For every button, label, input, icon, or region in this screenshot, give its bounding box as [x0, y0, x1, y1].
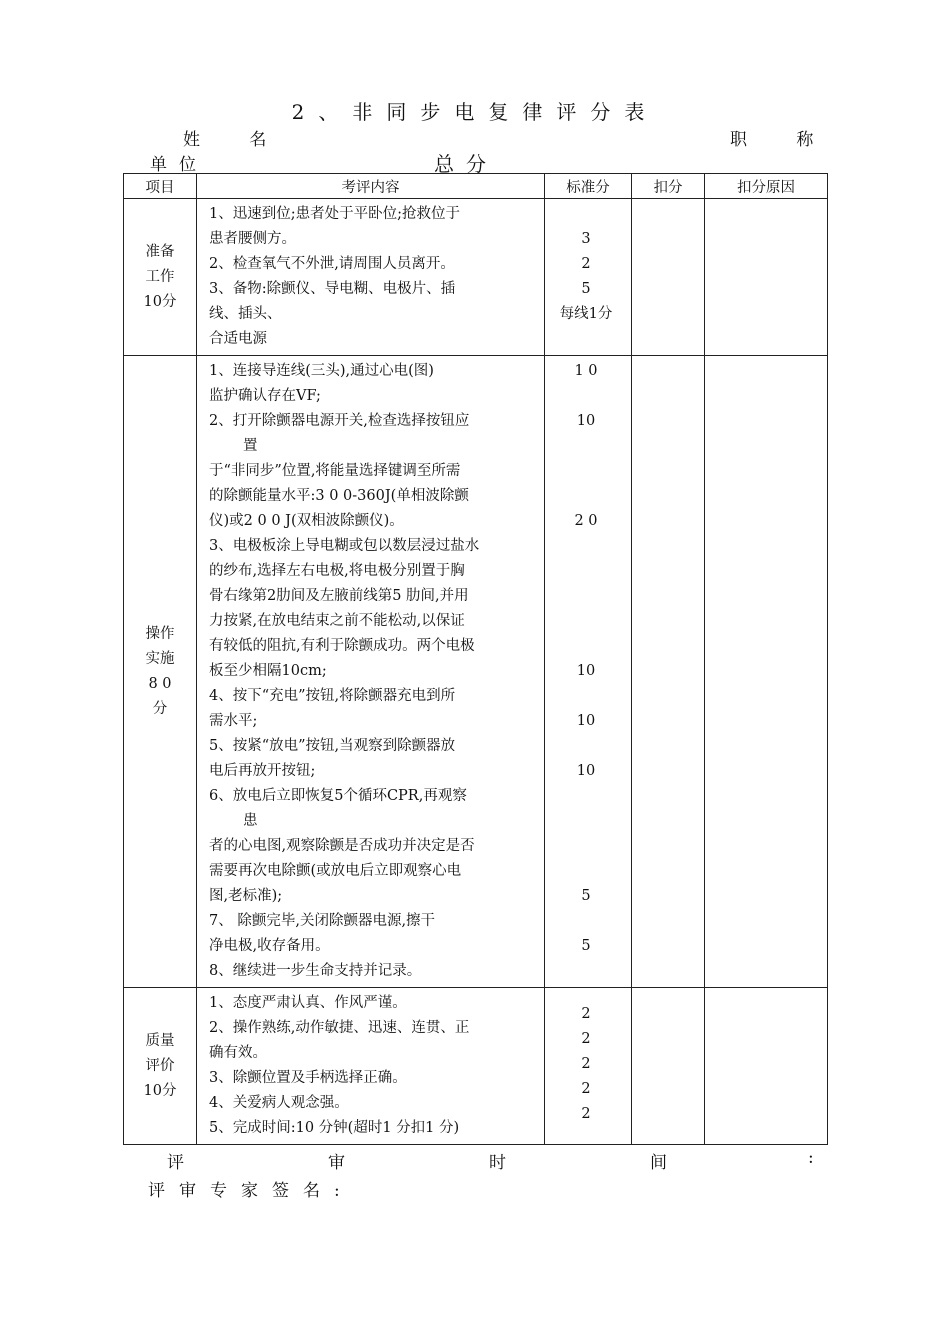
category-line: 质量 — [145, 1032, 175, 1049]
name-label: 姓 名 — [183, 130, 289, 150]
reason-cell — [705, 199, 828, 356]
content-line: 监护确认存在VF; — [209, 388, 321, 404]
review-time-char: 间 — [650, 1153, 667, 1173]
score-line: 10 — [576, 663, 596, 679]
score-table — [123, 173, 828, 1145]
category-line: 10分 — [143, 1082, 177, 1099]
score-line: 5 — [581, 888, 591, 904]
score-cell — [545, 988, 632, 1145]
content-line: 者的心电图,观察除颤是否成功并决定是否 — [209, 838, 475, 854]
score-line: 2 — [581, 1006, 591, 1022]
category-line: 评价 — [145, 1057, 175, 1074]
content-line: 净电极,收存备用。 — [209, 938, 330, 954]
content-line: 1、连接导连线(三头),通过心电(图) — [209, 363, 434, 379]
score-line: 2 — [581, 1056, 591, 1072]
content-line: 5、按紧“放电”按钮,当观察到除颤器放 — [209, 738, 456, 754]
content-line: 线、插头、 — [209, 306, 282, 322]
content-line: 于“非同步”位置,将能量选择键调至所需 — [209, 463, 461, 479]
score-line — [549, 434, 623, 459]
content-line: 3、电极板涂上导电糊或包以数层浸过盐水 — [209, 538, 480, 554]
col-header-reason: 扣分原因 — [705, 174, 828, 199]
score-line: 2 — [581, 256, 591, 272]
score-line — [549, 859, 623, 884]
category-line: 8 0 — [148, 675, 172, 692]
content-line: 4、按下“充电”按钮,将除颤器充电到所 — [209, 688, 456, 704]
col-header-deduction: 扣分 — [632, 174, 705, 199]
score-line — [549, 327, 623, 352]
review-time-char: : — [808, 1148, 814, 1168]
category-operation — [124, 356, 197, 988]
score-line — [549, 634, 623, 659]
table-row — [124, 356, 828, 988]
content-line: 3、除颤位置及手柄选择正确。 — [209, 1070, 407, 1086]
score-line — [549, 834, 623, 859]
score-cell — [545, 356, 632, 988]
category-preparation — [124, 199, 197, 356]
content-line: 患 — [243, 813, 258, 829]
score-line: 10 — [576, 413, 596, 429]
content-line: 的纱布,选择左右电极,将电极分别置于胸 — [209, 563, 465, 579]
score-line — [549, 202, 623, 227]
expert-signature-label: 评审专家签名: — [148, 1181, 354, 1201]
content-line: 骨右缘第2肋间及左腋前线第5 肋间,并用 — [209, 588, 469, 604]
score-line — [549, 459, 623, 484]
category-quality — [124, 988, 197, 1145]
content-line: 有较低的阻抗,有利于除颤成功。两个电极 — [209, 638, 475, 654]
category-line: 工作 — [145, 268, 175, 285]
unit-label: 单位 — [150, 155, 208, 175]
category-line: 实施 — [145, 650, 175, 667]
score-line — [549, 909, 623, 934]
category-line: 准备 — [145, 243, 175, 260]
content-line: 2、检查氧气不外泄,请周围人员离开。 — [209, 256, 455, 272]
score-line: 5 — [581, 938, 591, 954]
content-line: 置 — [243, 438, 258, 454]
col-header-standard-score: 标准分 — [545, 174, 632, 199]
content-line: 电后再放开按钮; — [209, 763, 316, 779]
score-line: 2 — [581, 1031, 591, 1047]
score-line: 5 — [581, 281, 591, 297]
category-line: 操作 — [145, 625, 175, 642]
score-line: 2 — [581, 1081, 591, 1097]
score-line — [549, 809, 623, 834]
score-line — [549, 684, 623, 709]
reason-cell — [705, 356, 828, 988]
score-line: 每线1分 — [559, 306, 613, 322]
content-line: 患者腰侧方。 — [209, 231, 296, 247]
content-line: 7、 除颤完毕,关闭除颤器电源,擦干 — [209, 913, 436, 929]
content-line: 3、备物:除颤仪、导电糊、电极片、插 — [209, 281, 456, 297]
review-time-char: 评 — [167, 1153, 184, 1173]
content-line: 的除颤能量水平:3 0 0-360J(单相波除颤 — [209, 488, 469, 504]
score-line — [549, 484, 623, 509]
content-line: 2、打开除颤器电源开关,检查选择按钮应 — [209, 413, 470, 429]
job-title-label: 职 称 — [730, 130, 836, 150]
page-title: 2、非同步电复律评分表 — [291, 100, 659, 124]
table-row — [124, 199, 828, 356]
content-line: 合适电源 — [209, 331, 267, 347]
score-line — [549, 734, 623, 759]
score-line — [549, 384, 623, 409]
content-line: 图,老标准); — [209, 888, 283, 904]
deduction-cell — [632, 199, 705, 356]
content-cell — [197, 356, 545, 988]
content-line: 板至少相隔10cm; — [209, 663, 327, 679]
content-line: 仪)或2 0 0 J(双相波除颤仪)。 — [209, 513, 404, 529]
score-line — [549, 559, 623, 584]
deduction-cell — [632, 356, 705, 988]
score-line — [549, 784, 623, 809]
score-line — [549, 609, 623, 634]
score-line — [549, 584, 623, 609]
category-line: 10分 — [143, 293, 177, 310]
score-line: 2 0 — [574, 513, 598, 529]
content-line: 5、完成时间:10 分钟(超时1 分扣1 分) — [209, 1120, 460, 1136]
content-line: 6、放电后立即恢复5个循环CPR,再观察 — [209, 788, 467, 804]
score-line: 3 — [581, 231, 591, 247]
score-line — [549, 959, 623, 984]
content-line: 4、关爱病人观念强。 — [209, 1095, 349, 1111]
content-line: 1、态度严肃认真、作风严谨。 — [209, 995, 407, 1011]
content-line: 1、迅速到位;患者处于平卧位;抢救位于 — [209, 206, 460, 222]
score-line: 10 — [576, 713, 596, 729]
review-time-char: 审 — [328, 1153, 345, 1173]
reason-cell — [705, 988, 828, 1145]
category-line: 分 — [152, 700, 168, 717]
content-cell — [197, 988, 545, 1145]
col-header-item: 项目 — [124, 174, 197, 199]
review-time-char: 时 — [489, 1153, 506, 1173]
score-line: 1 0 — [574, 363, 598, 379]
content-line: 确有效。 — [209, 1045, 267, 1061]
score-cell — [545, 199, 632, 356]
col-header-content: 考评内容 — [197, 174, 545, 199]
score-line: 2 — [581, 1106, 591, 1122]
content-cell — [197, 199, 545, 356]
total-score-label: 总分 — [434, 152, 498, 176]
deduction-cell — [632, 988, 705, 1145]
content-line: 2、操作熟练,动作敏捷、迅速、连贯、正 — [209, 1020, 470, 1036]
table-row — [124, 988, 828, 1145]
content-line: 力按紧,在放电结束之前不能松动,以保证 — [209, 613, 465, 629]
content-line: 需要再次电除颤(或放电后立即观察心电 — [209, 863, 462, 879]
table-header-row — [124, 174, 828, 199]
content-line: 需水平; — [209, 713, 258, 729]
score-line: 10 — [576, 763, 596, 779]
score-line — [549, 534, 623, 559]
content-line: 8、继续进一步生命支持并记录。 — [209, 963, 422, 979]
